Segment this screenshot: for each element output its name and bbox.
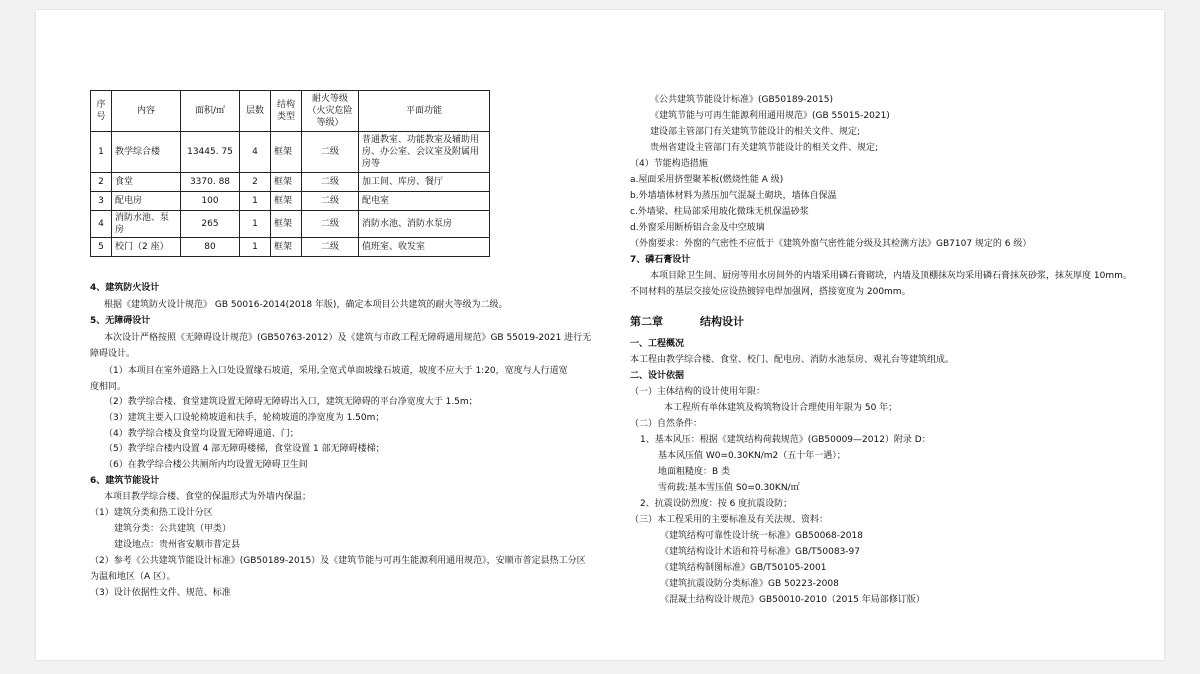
table-header-row	[91, 91, 490, 132]
cell-fire-grade: 二级	[302, 132, 359, 173]
header-function: 平面功能	[359, 91, 490, 132]
cell-floors: 1	[240, 238, 271, 257]
energy-paragraph: 本项目教学综合楼、食堂的保温形式为外墙内保温；	[104, 492, 312, 502]
cell-area: 13445. 75	[181, 132, 240, 173]
cell-fire-grade: 二级	[302, 211, 359, 238]
header-area: 面积/㎡	[181, 91, 240, 132]
cell-name: 食堂	[112, 173, 181, 192]
basis-service-life-detail: 本工程所有单体建筑及构筑物设计合理使用年限为 50 年；	[664, 403, 898, 413]
cell-structure: 框架	[271, 238, 302, 257]
energy-item-3: （3）设计依据性文件、规范、标准	[90, 588, 231, 598]
measure-beam: c.外墙梁、柱局部采用玻化微珠无机保温砂浆	[630, 207, 809, 217]
accessibility-item-1-cont: 度相同。	[90, 382, 127, 392]
overview-title: 一、工程概况	[630, 339, 685, 349]
header-floors: 层数	[240, 91, 271, 132]
ministry-regulations: 建设部主管部门有关建筑节能设计的相关文件、规定;	[650, 127, 861, 137]
accessibility-item-6: （6）在教学综合楼公共厕所内均设置无障碍卫生间	[104, 460, 308, 470]
document-page	[36, 10, 1164, 660]
header-content: 内容	[112, 91, 181, 132]
standard-energy-renewable: 《建筑节能与可再生能源利用通用规范》(GB 55015-2021)	[650, 111, 890, 121]
cell-function: 加工间、库房、餐厅	[359, 173, 490, 192]
cell-floors: 2	[240, 173, 271, 192]
cell-floors: 4	[240, 132, 271, 173]
standards-title: （三）本工程采用的主要标准及有关法规、资料：	[630, 515, 829, 525]
energy-item-2-cont: 为温和地区（A 区）。	[90, 572, 176, 582]
cell-fire-grade: 二级	[302, 238, 359, 257]
table-row	[91, 238, 490, 257]
cell-structure: 框架	[271, 132, 302, 173]
energy-item-1-location: 建设地点：贵州省安顺市普定县	[114, 540, 241, 550]
cell-fire-grade: 二级	[302, 173, 359, 192]
cell-area: 80	[181, 238, 240, 257]
accessibility-item-1: （1）本项目在室外道路上入口处设置缘石坡道，采用,全宽式单面坡缘石坡道，坡度不应大于 1:20，宽度与人行道宽	[104, 366, 568, 376]
gypsum-paragraph: 本项目除卫生间、厨房等用水房间外的内墙采用磷石膏砌块，内墙及顶棚抹灰均采用磷石膏抹灰砂浆，抹灰厚度 10mm。	[650, 271, 1132, 281]
wind-pressure: 1、基本风压：根据《建筑结构荷载规范》(GB50009—2012）附录 D：	[640, 435, 931, 445]
standard-public-energy: 《公共建筑节能设计标准》(GB50189-2015)	[650, 95, 833, 105]
cell-floors: 1	[240, 192, 271, 211]
table-row	[91, 192, 490, 211]
standard-terms: 《建筑结构设计术语和符号标准》GB/T50083-97	[660, 547, 861, 557]
energy-item-1: （1）建筑分类和热工设计分区	[90, 508, 213, 518]
cell-area: 100	[181, 192, 240, 211]
fire-paragraph: 根据《建筑防火设计规范》 GB 50016-2014(2018 年版)，确定本项目公共建筑的耐火等级为二级。	[104, 300, 508, 310]
basis-natural-conditions: （二）自然条件：	[630, 419, 703, 429]
guizhou-regulations: 贵州省建设主管部门有关建筑节能设计的相关文件、规定;	[650, 143, 879, 153]
chapter-number: 第二章	[630, 315, 663, 328]
measure-window: d.外窗采用断桥铝合金及中空玻璃	[630, 223, 765, 233]
accessibility-paragraph-cont: 障碍设计。	[90, 349, 136, 359]
gypsum-paragraph-cont: 不同材料的基层交接处应设热镀锌电焊加强网，搭接宽度为 200mm。	[630, 287, 911, 297]
cell-function: 值班室、收发室	[359, 238, 490, 257]
cell-structure: 框架	[271, 192, 302, 211]
standard-concrete: 《混凝土结构设计规范》GB50010-2010（2015 年局部修订版）	[660, 595, 925, 605]
measure-wall: b.外墙墙体材料为蒸压加气混凝土砌块，墙体自保温	[630, 191, 837, 201]
energy-measures-title: （4）节能构造措施	[630, 159, 708, 169]
basis-title: 二、设计依据	[630, 371, 685, 381]
standard-seismic-classification: 《建筑抗震设防分类标准》GB 50223-2008	[660, 579, 839, 589]
cell-area: 265	[181, 211, 240, 238]
cell-name: 消防水池、泵房	[112, 211, 181, 238]
accessibility-item-3: （3）建筑主要入口设轮椅坡道和扶手，轮椅坡道的净宽度为 1.50m；	[104, 413, 385, 423]
cell-floors: 1	[240, 211, 271, 238]
energy-item-2: （2）参考《公共建筑节能设计标准》(GB50189-2015）及《建筑节能与可再生能源利用通用规范》，安顺市普定县热工分区	[90, 556, 586, 566]
standard-reliability: 《建筑结构可靠性设计统一标准》GB50068-2018	[660, 531, 863, 541]
cell-function: 配电室	[359, 192, 490, 211]
header-no: 序号	[91, 91, 112, 132]
snow-load: 雪荷载:基本雪压值 S0=0.30KN/㎡	[658, 483, 800, 493]
cell-name: 教学综合楼	[112, 132, 181, 173]
cell-fire-grade: 二级	[302, 192, 359, 211]
cell-function: 消防水池、消防水泵房	[359, 211, 490, 238]
cell-name: 校门（2 座）	[112, 238, 181, 257]
cell-no: 1	[91, 132, 112, 173]
cell-name: 配电房	[112, 192, 181, 211]
cell-function: 普通教室、功能教室及辅助用房、办公室、会议室及附属用房等	[359, 132, 490, 173]
accessibility-paragraph: 本次设计严格按照《无障碍设计规范》(GB50763-2012）及《建筑与市政工程无障碍通用规范》GB 55019-2021 进行无	[104, 333, 592, 343]
cell-structure: 框架	[271, 173, 302, 192]
table-row	[91, 173, 490, 192]
section-gypsum-title: 7、磷石膏设计	[630, 255, 691, 265]
cell-area: 3370. 88	[181, 173, 240, 192]
table-row	[91, 211, 490, 238]
cell-structure: 框架	[271, 211, 302, 238]
basis-service-life: （一）主体结构的设计使用年限：	[630, 387, 766, 397]
table-row	[91, 132, 490, 173]
accessibility-item-5: （5）教学综合楼内设置 4 部无障碍楼梯，食堂设置 1 部无障碍楼梯；	[104, 444, 385, 454]
wind-pressure-value: 基本风压值 W0=0.30KN/m2（五十年一遇）；	[658, 451, 846, 461]
chapter-title: 结构设计	[700, 315, 744, 328]
cell-no: 3	[91, 192, 112, 211]
window-requirement: （外窗要求：外窗的气密性不应低于《建筑外窗气密性能分级及其检测方法》GB7107 规定的 6 级）	[630, 239, 1032, 249]
accessibility-item-4: （4）教学综合楼及食堂均设置无障碍通道、门；	[104, 429, 299, 439]
seismic-intensity: 2、抗震设防烈度：按 6 度抗震设防；	[640, 499, 793, 509]
header-fire-grade: 耐火等级（火灾危险等级）	[302, 91, 359, 132]
cell-no: 4	[91, 211, 112, 238]
ground-roughness: 地面粗糙度：B 类	[658, 467, 731, 477]
section-accessibility-title: 5、无障碍设计	[90, 316, 151, 326]
measure-roof: a.屋面采用挤塑聚苯板(燃烧性能 A 级)	[630, 175, 784, 185]
energy-item-1-category: 建筑分类：公共建筑（甲类）	[114, 524, 232, 534]
cell-no: 2	[91, 173, 112, 192]
cell-no: 5	[91, 238, 112, 257]
section-energy-title: 6、建筑节能设计	[90, 476, 160, 486]
accessibility-item-2: （2）教学综合楼、食堂建筑设置无障碍无障碍出入口，建筑无障碍的平台净宽度大于 1.5m；	[104, 397, 478, 407]
building-spec-table	[90, 90, 490, 257]
section-fire-title: 4、建筑防火设计	[90, 283, 160, 293]
header-structure: 结构类型	[271, 91, 302, 132]
overview-paragraph: 本工程由教学综合楼、食堂、校门、配电房、消防水池泵房、观礼台等建筑组成。	[630, 355, 955, 365]
standard-drawing: 《建筑结构制图标准》GB/T50105-2001	[660, 563, 827, 573]
